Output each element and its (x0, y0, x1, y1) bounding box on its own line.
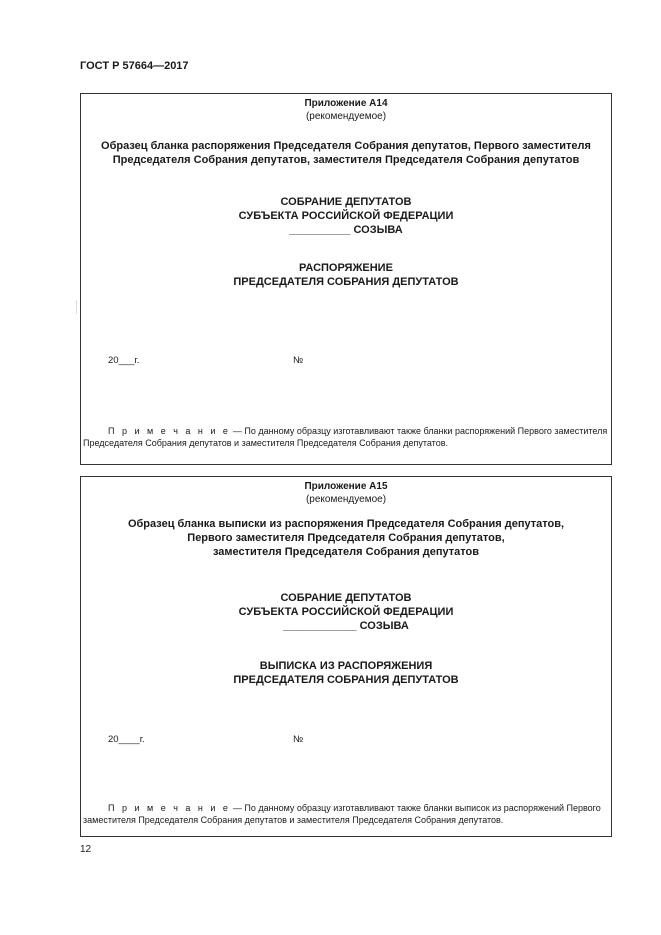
annex-note (81, 425, 611, 449)
org-name-line: СОБРАНИЕ ДЕПУТАТОВ (280, 592, 412, 604)
annex-a14-frame (80, 93, 612, 465)
convocation-line: ____________ СОЗЫВА (283, 620, 409, 632)
annex-note (81, 802, 611, 826)
page-number: 12 (80, 844, 92, 855)
annex-a15-frame (80, 476, 612, 837)
org-name-line: СУБЪЕКТА РОССИЙСКОЙ ФЕДЕРАЦИИ (238, 606, 454, 618)
annex-caption-line: Председателя Собрания депутатов, заместителя Председателя Собрания депутатов (112, 154, 580, 166)
org-name-line: СУБЪЕКТА РОССИЙСКОЙ ФЕДЕРАЦИИ (238, 210, 454, 222)
annex-status: (рекомендуемое) (305, 494, 387, 505)
number-field: № (293, 734, 304, 745)
annex-title: Приложение А15 (304, 481, 388, 492)
annex-caption-line: Первого заместителя Председателя Собрания депутатов, (187, 532, 505, 544)
note-text: заместителя Председателя Собрания депутатов и заместителя Председателя Собрания депутатов. (83, 815, 504, 825)
note-label: П р и м е ч а н и е (108, 803, 231, 813)
number-field: № (293, 355, 304, 366)
date-field: 20___г. (108, 355, 140, 366)
note-label: П р и м е ч а н и е (108, 426, 231, 436)
document-type-line: ВЫПИСКА ИЗ РАСПОРЯЖЕНИЯ (259, 660, 433, 672)
note-text: — По данному образцу изготавливают также бланки распоряжений Первого заместителя (230, 426, 608, 436)
document-type-line: ПРЕДСЕДАТЕЛЯ СОБРАНИЯ ДЕПУТАТОВ (233, 276, 459, 288)
margin-mark (76, 300, 77, 314)
annex-caption-line: Образец бланка распоряжения Председателя Собрания депутатов, Первого заместителя (101, 140, 591, 152)
note-text: — По данному образцу изготавливают также бланки выписок из распоряжений Первого (230, 803, 601, 813)
annex-caption-line: заместителя Председателя Собрания депутатов (212, 546, 480, 558)
convocation-line: __________ СОЗЫВА (289, 224, 403, 236)
standard-header: ГОСТ Р 57664—2017 (80, 60, 189, 72)
annex-caption-line: Образец бланка выписки из распоряжения Председателя Собрания депутатов, (127, 518, 565, 530)
annex-status: (рекомендуемое) (305, 111, 387, 122)
note-text: Председателя Собрания депутатов и заместителя Председателя Собрания депутатов. (83, 438, 448, 448)
document-type-line: РАСПОРЯЖЕНИЕ (299, 262, 393, 274)
annex-title: Приложение А14 (304, 98, 388, 109)
date-field: 20____г. (108, 734, 145, 745)
org-name-line: СОБРАНИЕ ДЕПУТАТОВ (280, 196, 412, 208)
document-type-line: ПРЕДСЕДАТЕЛЯ СОБРАНИЯ ДЕПУТАТОВ (233, 674, 459, 686)
